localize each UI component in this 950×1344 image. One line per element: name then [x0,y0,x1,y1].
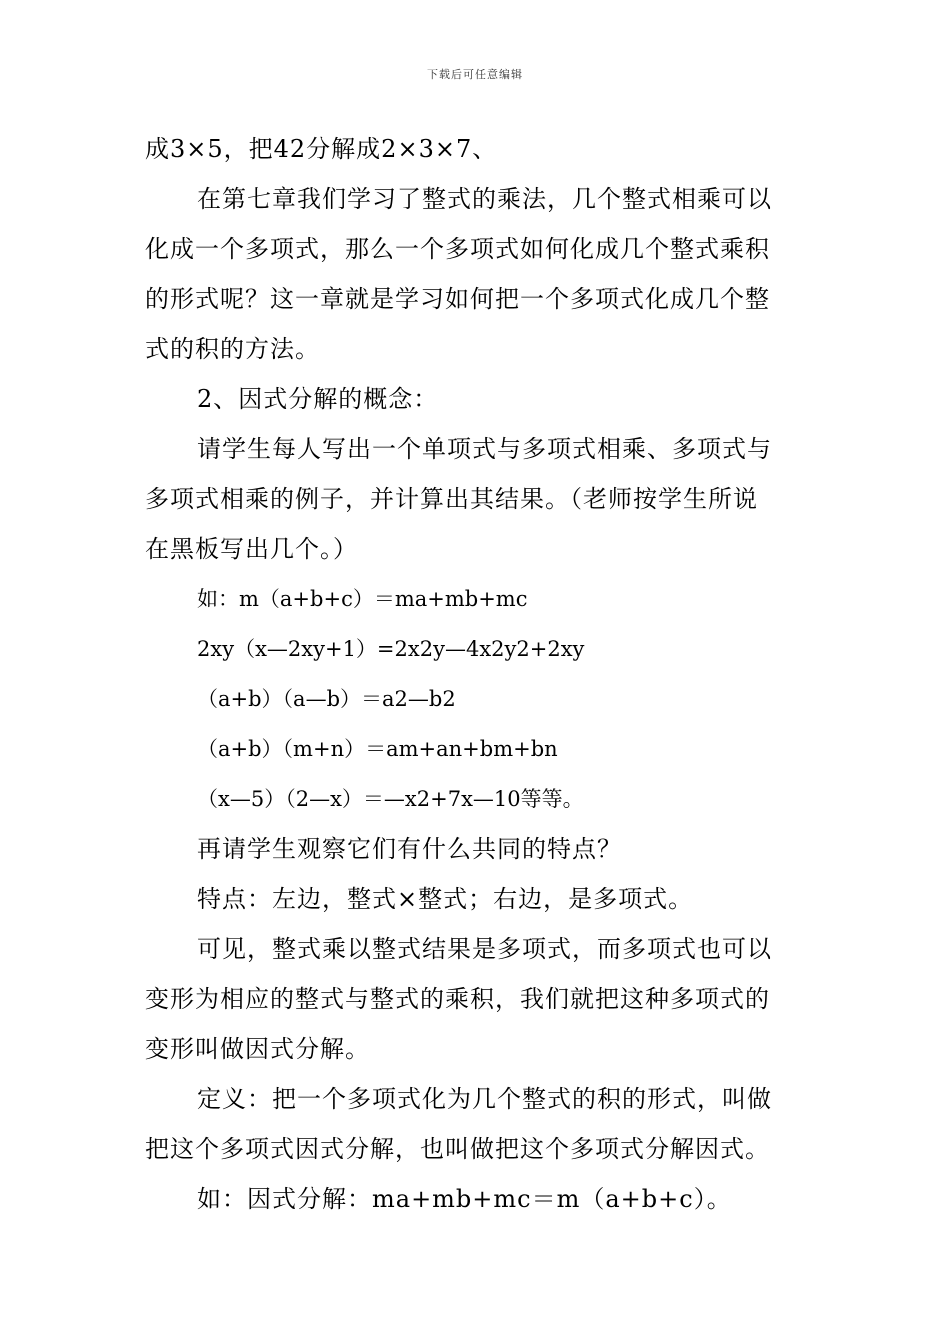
page-header-note: 下载后可任意编辑 [427,68,523,81]
formula-line: 如：m（a+b+c）＝ma+mb+mc [197,587,528,611]
text-line: 请学生每人写出一个单项式与多项式相乘、多项式与 [197,435,772,463]
text-line: 的形式呢？这一章就是学习如何把一个多项式化成几个整 [145,285,770,313]
text-line: 式的积的方法。 [145,335,320,363]
formula-line: （a+b）（m+n）＝am+an+bm+bn [197,737,558,761]
definition-line: 把这个多项式因式分解，也叫做把这个多项式分解因式。 [145,1135,770,1163]
formula-line: （a+b）（a—b）＝a2—b2 [197,687,456,711]
text-line: 再请学生观察它们有什么共同的特点？ [197,835,622,863]
text-line: 化成一个多项式，那么一个多项式如何化成几个整式乘积 [145,235,770,263]
definition-line: 定义：把一个多项式化为几个整式的积的形式，叫做 [197,1085,772,1113]
formula-line: （x—5）（2—x）＝—x2+7x—10等等。 [197,787,584,811]
formula-line: 2xy（x—2xy+1）=2x2y—4x2y2+2xy [197,637,585,661]
text-line: 可见，整式乘以整式结果是多项式，而多项式也可以 [197,935,772,963]
example-line: 如：因式分解：ma+mb+mc＝m（a+b+c）。 [197,1185,732,1213]
section-heading: 2、因式分解的概念： [197,385,439,413]
text-line: 变形叫做因式分解。 [145,1035,370,1063]
document-body [145,124,810,1224]
text-line: 成3×5，把42分解成2×3×7、 [145,135,498,163]
text-line: 变形为相应的整式与整式的乘积，我们就把这种多项式的 [145,985,770,1013]
text-line: 在黑板写出几个。） [145,535,358,563]
text-line: 在第七章我们学习了整式的乘法，几个整式相乘可以 [197,185,772,213]
text-line: 多项式相乘的例子，并计算出其结果。（老师按学生所说 [145,485,758,513]
text-line: 特点：左边，整式×整式；右边，是多项式。 [197,885,694,913]
